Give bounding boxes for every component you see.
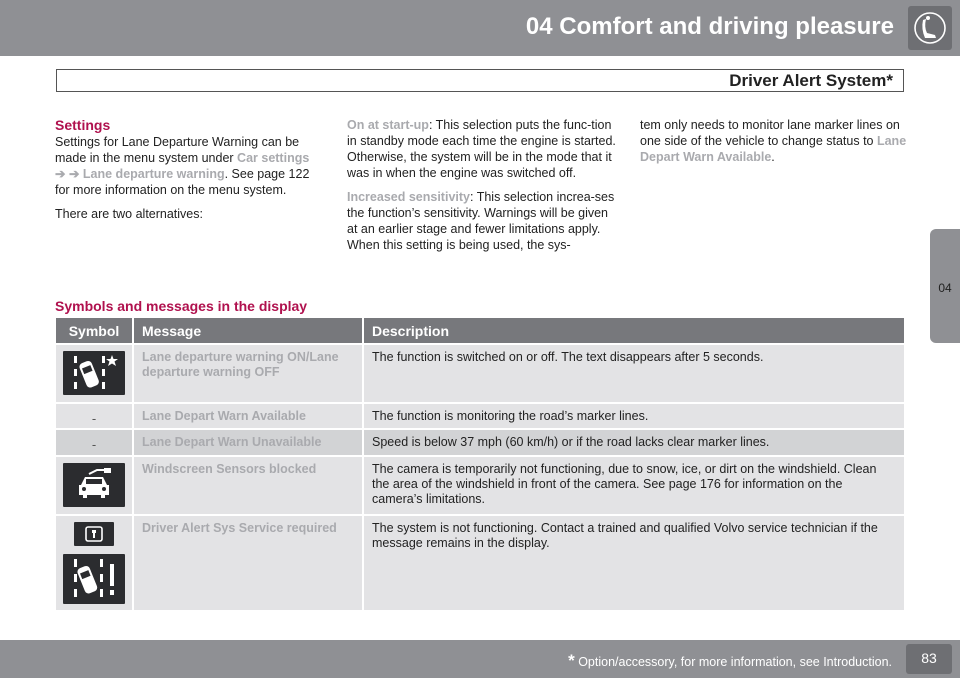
description-cell: The camera is temporarily not functioning, due to snow, ice, or dirt on the windshield. Clean the area of the windshield in front of the camera. See page 176 for information on the camera’s limitations. xyxy=(362,457,904,514)
symbol-cell xyxy=(56,345,132,402)
lane-departure-icon xyxy=(63,351,125,395)
car-settings-link: Car settings xyxy=(237,151,310,165)
asterisk: * xyxy=(568,651,575,670)
footer-note: * Option/accessory, for more information, see Introduction. xyxy=(568,651,892,670)
description-cell: The system is not functioning. Contact a trained and qualified Volvo service technician if the message remains in the display. xyxy=(362,516,904,610)
page-number-box xyxy=(906,644,952,674)
symbols-heading: Symbols and messages in the display xyxy=(55,298,308,314)
windscreen-sensor-icon xyxy=(63,463,125,507)
chapter-title: 04 Comfort and driving pleasure xyxy=(525,13,894,40)
symbol-cell xyxy=(56,457,132,514)
column-header-description: Description xyxy=(362,318,904,343)
continuation-column xyxy=(640,117,908,173)
symbol-cell xyxy=(56,430,132,455)
chapter-tab-label: 04 xyxy=(938,281,952,295)
message-cell: Lane departure warning ON/Lane departure warning OFF xyxy=(132,345,362,402)
symbol-dash: - xyxy=(91,437,97,452)
top-header-bar xyxy=(0,0,960,56)
continuation-paragraph: tem only needs to monitor lane marker lines on one side of the vehicle to change status to Lane Depart Warn Available. xyxy=(640,118,907,164)
message-cell: Driver Alert Sys Service required xyxy=(132,516,362,610)
table-header xyxy=(56,318,904,343)
table-row xyxy=(56,428,904,455)
description-cell: The function is monitoring the road’s marker lines. xyxy=(362,404,904,428)
options-column xyxy=(347,117,619,261)
table-row xyxy=(56,402,904,428)
service-warning-icon xyxy=(63,554,125,604)
alternatives-paragraph: There are two alternatives: xyxy=(55,207,203,221)
column-header-symbol: Symbol xyxy=(68,322,120,339)
settings-column xyxy=(55,117,327,230)
symbol-cell xyxy=(56,404,132,428)
option-increased-sensitivity: Increased sensitivity: This selection increa-ses the function’s sensitivity. Warnings will be given at an earlier stage and fewer limitations apply. When this setting is being used, the sys- xyxy=(347,190,615,252)
message-cell: Windscreen Sensors blocked xyxy=(132,457,362,514)
section-title: Driver Alert System* xyxy=(729,71,893,90)
message-cell: Lane Depart Warn Available xyxy=(132,404,362,428)
lane-departure-warning-link: Lane departure warning xyxy=(82,167,225,181)
chapter-side-tab xyxy=(930,229,960,343)
settings-heading: Settings xyxy=(55,117,111,133)
symbol-dash: - xyxy=(91,411,97,426)
message-cell: Lane Depart Warn Unavailable xyxy=(132,430,362,455)
settings-paragraph: Settings for Lane Departure Warning can be made in the menu system under Car settings ➔ ➔ Lane departure warning. See page 122 for more information on the menu system. xyxy=(55,135,310,197)
symbols-table xyxy=(56,318,904,610)
arrow-icon: ➔ ➔ xyxy=(55,167,83,181)
symbol-cell xyxy=(56,516,132,610)
page-number: 83 xyxy=(921,650,937,666)
section-title-bar xyxy=(56,69,904,92)
footer-bar xyxy=(0,640,960,678)
description-cell: The function is switched on or off. The text disappears after 5 seconds. xyxy=(362,345,904,402)
option-on-at-startup: On at start-up: This selection puts the func-tion in standby mode each time the engine is started. Otherwise, the system will be in the mode that it was in when the engine was switched off. xyxy=(347,118,616,180)
description-cell: Speed is below 37 mph (60 km/h) or if the road lacks clear marker lines. xyxy=(362,430,904,455)
seat-chapter-icon xyxy=(908,6,952,50)
column-header-message: Message xyxy=(132,318,362,343)
table-row xyxy=(56,455,904,514)
table-row xyxy=(56,343,904,402)
table-row xyxy=(56,514,904,610)
service-wrench-icon xyxy=(74,522,114,546)
